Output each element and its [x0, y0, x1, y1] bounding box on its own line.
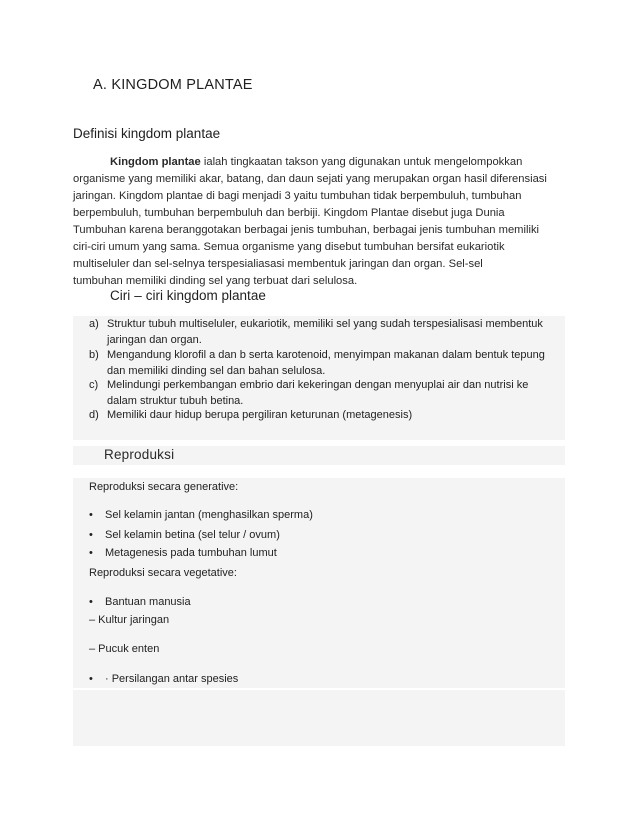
definition-bold-term: Kingdom plantae	[110, 156, 201, 168]
ciri-list-box	[73, 316, 565, 440]
ciri-item-text: Mengandung klorofil a dan b serta karotenoid, menyimpan makanan dalam bentuk tepung dan memiliki dinding sel dan bahan selulosa.	[107, 349, 545, 377]
bullet-icon: •	[89, 547, 93, 559]
dash-item-kultur: – Kultur jaringan	[89, 614, 170, 626]
ciri-item-marker: d)	[89, 409, 99, 421]
definition-line-2: organisme yang memiliki akar, batang, dan daun sejati yang merupakan organ hasil diferensiasi	[73, 173, 547, 185]
definition-line-8: tumbuhan memiliki dinding sel yang terbuat dari selulosa.	[73, 275, 358, 287]
ciri-item-d	[89, 408, 559, 424]
bullet-icon: •	[89, 509, 93, 521]
definition-line-text: ialah tingkaatan takson yang digunakan untuk mengelompokkan	[200, 156, 523, 168]
bullet-icon: •	[89, 529, 93, 541]
ciri-item-marker: a)	[89, 318, 99, 330]
definition-line-4: berpembuluh, tumbuhan berpembuluh dan berbiji. Kingdom Plantae disebut juga Dunia	[73, 207, 505, 219]
ciri-item-a	[89, 317, 559, 348]
dash-item-pucuk: – Pucuk enten	[89, 643, 160, 655]
bullet-icon: •	[89, 673, 93, 685]
generative-item: Sel kelamin betina (sel telur / ovum)	[105, 529, 280, 541]
generative-item: Metagenesis pada tumbuhan lumut	[105, 547, 277, 559]
definition-heading: Definisi kingdom plantae	[73, 126, 221, 141]
ciri-item-b	[89, 348, 559, 379]
reproduksi-heading: Reproduksi	[104, 447, 175, 462]
ciri-heading-b: ciri kingdom plantae	[145, 288, 266, 303]
definition-line-6: ciri-ciri umum yang sama. Semua organisme yang disebut tumbuhan bersifat eukariotik	[73, 241, 505, 253]
definition-line-1	[73, 154, 563, 171]
ciri-item-text: Melindungi perkembangan embrio dari kekeringan dengan menyuplai air dan nutrisi ke dalam struktur tubuh betina.	[107, 379, 529, 407]
vegetative-label: Reproduksi secara vegetative:	[89, 567, 237, 579]
ciri-heading-a: Ciri	[110, 288, 131, 303]
ciri-item-text: Struktur tubuh multiseluler, eukariotik, memiliki sel yang sudah terspesialisasi membentuk jaringan dan organ.	[107, 318, 543, 346]
generative-item: Sel kelamin jantan (menghasilkan sperma)	[105, 509, 313, 521]
ciri-heading-dash: –	[134, 288, 142, 303]
ciri-heading	[110, 288, 266, 303]
ciri-item-marker: c)	[89, 379, 99, 391]
page-title: A. KINGDOM PLANTAE	[93, 77, 253, 93]
ciri-item-marker: b)	[89, 349, 99, 361]
ciri-item-text: Memiliki daur hidup berupa pergiliran keturunan (metagenesis)	[107, 409, 413, 421]
definition-line-3: jaringan. Kingdom plantae di bagi menjadi 3 yaitu tumbuhan tidak berpembuluh, tumbuhan	[73, 190, 522, 202]
divider	[73, 688, 565, 690]
reproduksi-box	[73, 478, 565, 746]
ciri-item-c	[89, 378, 559, 409]
vegetative-item: Bantuan manusia	[105, 596, 191, 608]
reproduksi-heading-bar	[73, 446, 565, 465]
definition-paragraph	[73, 154, 563, 290]
vegetative-item: · Persilangan antar spesies	[105, 673, 239, 685]
definition-line-7: multiseluler dan sel-selnya terspesialiasasi membentuk jaringan dan organ. Sel-sel	[73, 258, 483, 270]
generative-label: Reproduksi secara generative:	[89, 481, 239, 493]
definition-line-5: Tumbuhan karena beranggotakan berbagai jenis tumbuhan, berbagai jenis tumbuhan memiliki	[73, 224, 540, 236]
bullet-icon: •	[89, 596, 93, 608]
